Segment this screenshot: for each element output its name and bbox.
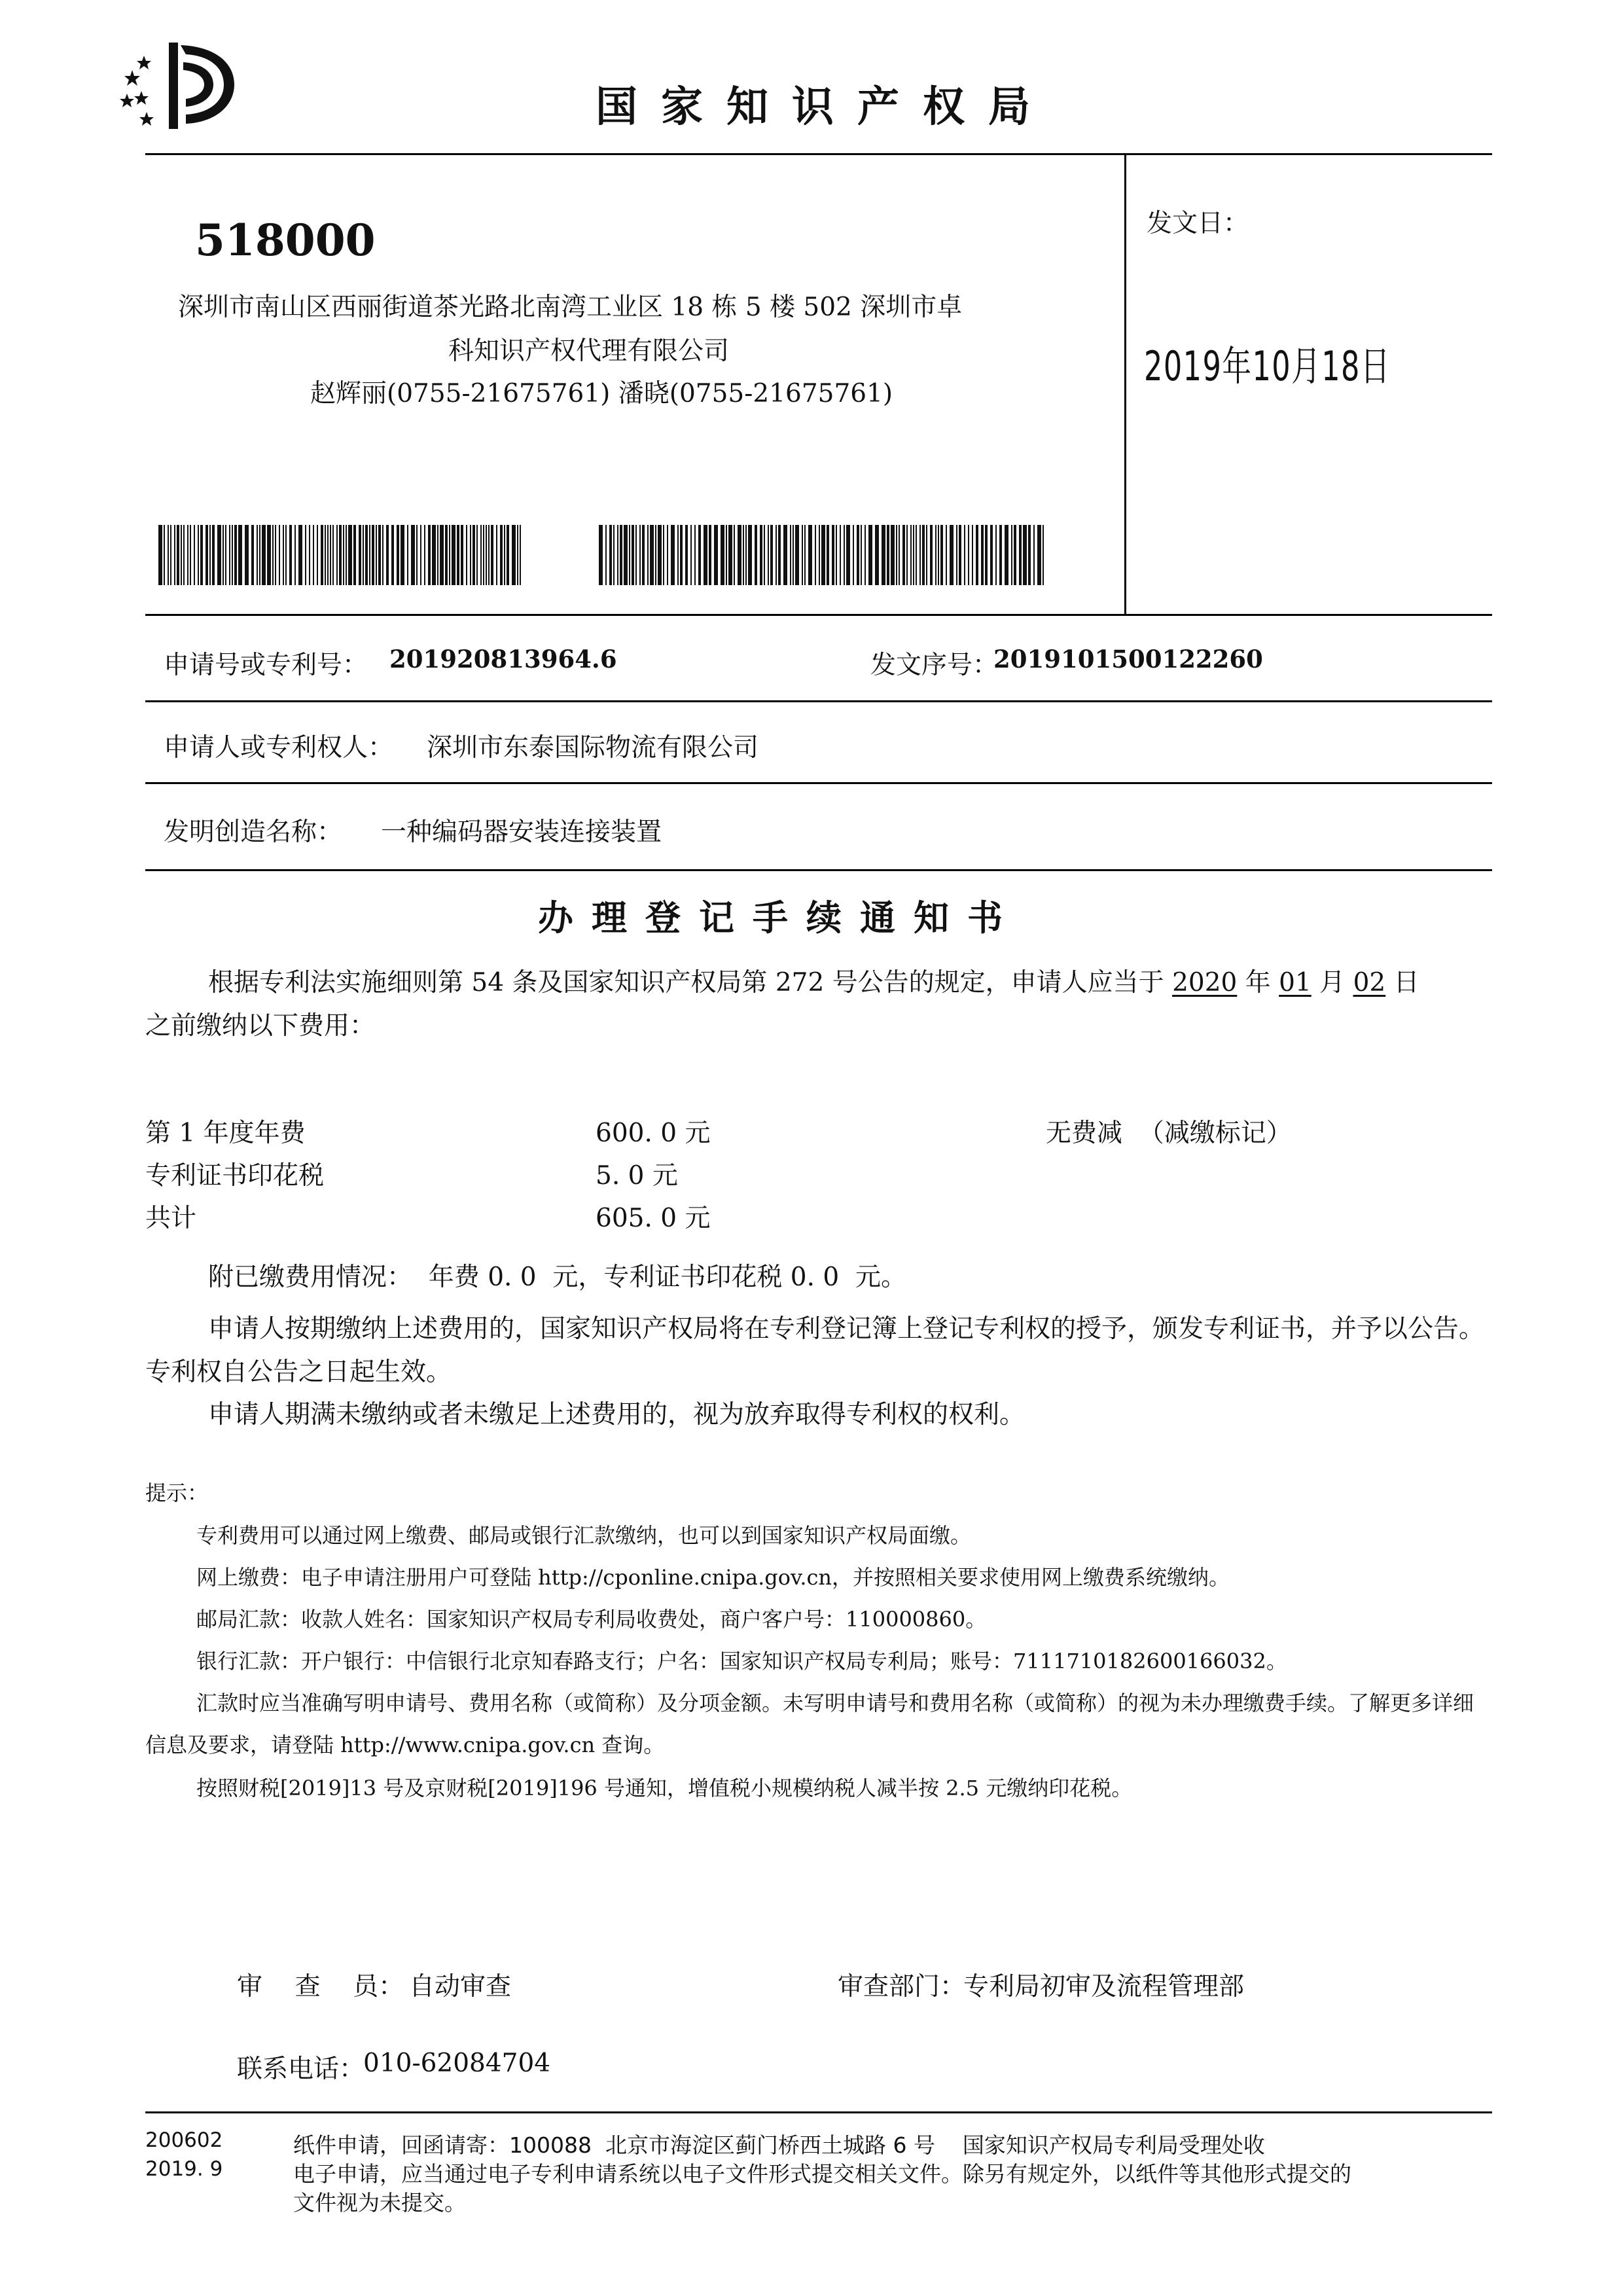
tips-heading: 提示： — [145, 1480, 209, 1505]
phone-value: 010-62084704 — [363, 2049, 551, 2078]
tip-item: 网上缴费：电子申请注册用户可登陆 http://cponline.cnipa.gov.cn，并按照相关要求使用网上缴费系统缴纳。 — [196, 1565, 1230, 1590]
postcode: 518000 — [195, 215, 376, 266]
year-char: 年 — [1237, 968, 1279, 997]
address-line-1: 深圳市南山区西丽街道茶光路北南湾工业区 18 栋 5 楼 502 深圳市卓 — [178, 293, 963, 322]
footer-line-3: 文件视为未提交。 — [293, 2190, 466, 2215]
footer-line-2: 电子申请，应当通过电子专利申请系统以电子文件形式提交相关文件。除另有规定外，以纸件等其他形式提交的 — [293, 2161, 1351, 2187]
intro-suffix: 之前缴纳以下费用： — [145, 1011, 376, 1041]
paid-status: 附已缴费用情况： 年费 0. 0 元，专利证书印花税 0. 0 元。 — [208, 1263, 907, 1292]
date-box-divider — [1124, 154, 1126, 615]
cnipa-logo-icon — [118, 36, 249, 134]
fee-amount: 600. 0 元 — [596, 1119, 711, 1148]
para-register: 申请人按期缴纳上述费用的，国家知识产权局将在专利登记簿上登记专利权的授予，颁发专利证书，并予以公告。专利权自公告之日起生效。 — [145, 1314, 1485, 1387]
info-rule-1 — [145, 614, 1492, 616]
info-rule-4 — [145, 869, 1492, 871]
invention-label: 发明创造名称： — [164, 817, 343, 847]
fee-row — [145, 1198, 196, 1234]
address-line-2: 科知识产权代理有限公司 — [448, 336, 730, 366]
header-rule — [145, 153, 1492, 155]
app-no-label: 申请号或专利号： — [164, 651, 368, 680]
examiner-label: 审 查 员： — [237, 1972, 404, 2001]
fee-amount: 605. 0 元 — [596, 1204, 711, 1233]
fee-name: 专利证书印花税 — [145, 1161, 325, 1191]
deadline-day: 02 — [1353, 968, 1386, 997]
intro-prefix: 根据专利法实施细则第 54 条及国家知识产权局第 272 号公告的规定，申请人应当于 — [208, 968, 1173, 997]
tip-item: 专利费用可以通过网上缴费、邮局或银行汇款缴纳，也可以到国家知识产权局面缴。 — [196, 1523, 972, 1548]
issue-date-value: 2019年10月18日 — [1144, 342, 1391, 390]
tip-item: 邮局汇款：收款人姓名：国家知识产权局专利局收费处，商户客户号：110000860。 — [196, 1607, 987, 1632]
phone-label: 联系电话： — [237, 2054, 365, 2084]
dept-value: 专利局初审及流程管理部 — [963, 1972, 1245, 2001]
footer-line-1: 纸件申请，回函请寄：100088 北京市海淀区蓟门桥西土城路 6 号 国家知识产权局专利局受理处收 — [293, 2132, 1265, 2158]
applicant-value: 深圳市东泰国际物流有限公司 — [427, 733, 759, 762]
para-abandon: 申请人期满未缴纳或者未缴足上述费用的，视为放弃取得专利权的权利。 — [208, 1400, 1026, 1429]
form-code: 200602 — [145, 2128, 223, 2152]
agency-name: 国家知识产权局 — [596, 83, 1054, 132]
doc-serial-label: 发文序号： — [870, 651, 999, 680]
doc-serial-value: 2019101500122260 — [993, 645, 1263, 673]
tip-item: 银行汇款：开户银行：中信银行北京知春路支行；户名：国家知识产权局专利局；账号：7111710182600166032。 — [196, 1649, 1287, 1674]
fee-row — [145, 1155, 324, 1192]
applicant-label: 申请人或专利权人： — [164, 733, 394, 762]
barcode-icon — [599, 525, 1044, 585]
tip-item: 按照财税[2019]13 号及京财税[2019]196 号通知，增值税小规模纳税人减半按 2.5 元缴纳印花税。 — [196, 1776, 1133, 1801]
day-char: 日 — [1385, 968, 1419, 997]
footer-rule — [145, 2111, 1492, 2113]
info-rule-2 — [145, 700, 1492, 702]
deadline-month: 01 — [1279, 968, 1311, 997]
app-no-value: 201920813964.6 — [389, 645, 617, 673]
notice-intro — [208, 962, 1419, 999]
info-rule-3 — [145, 782, 1492, 784]
contacts: 赵辉丽(0755-21675761) 潘晓(0755-21675761) — [310, 379, 893, 408]
issue-date-label: 发文日： — [1147, 209, 1249, 238]
fee-name: 共计 — [145, 1204, 197, 1233]
form-version: 2019. 9 — [145, 2157, 223, 2181]
fee-note: 无费减 （减缴标记） — [1046, 1119, 1292, 1148]
month-char: 月 — [1311, 968, 1353, 997]
invention-value: 一种编码器安装连接装置 — [381, 817, 662, 847]
fee-amount: 5. 0 元 — [596, 1161, 678, 1191]
examiner-value: 自动审查 — [409, 1972, 512, 2001]
notice-title: 办理登记手续通知书 — [538, 897, 1021, 939]
deadline-year: 2020 — [1172, 968, 1238, 997]
fee-row — [145, 1113, 306, 1149]
fee-name: 第 1 年度年费 — [145, 1119, 306, 1148]
tip-item: 汇款时应当准确写明申请号、费用名称（或简称）及分项金额。未写明申请号和费用名称（或简称）的视为未办理缴费手续。了解更多详细信息及要求，请登陆 http://www.cnipa.gov.cn 查询。 — [145, 1691, 1474, 1757]
barcode-icon — [158, 525, 522, 585]
dept-label: 审查部门： — [838, 1972, 966, 2001]
